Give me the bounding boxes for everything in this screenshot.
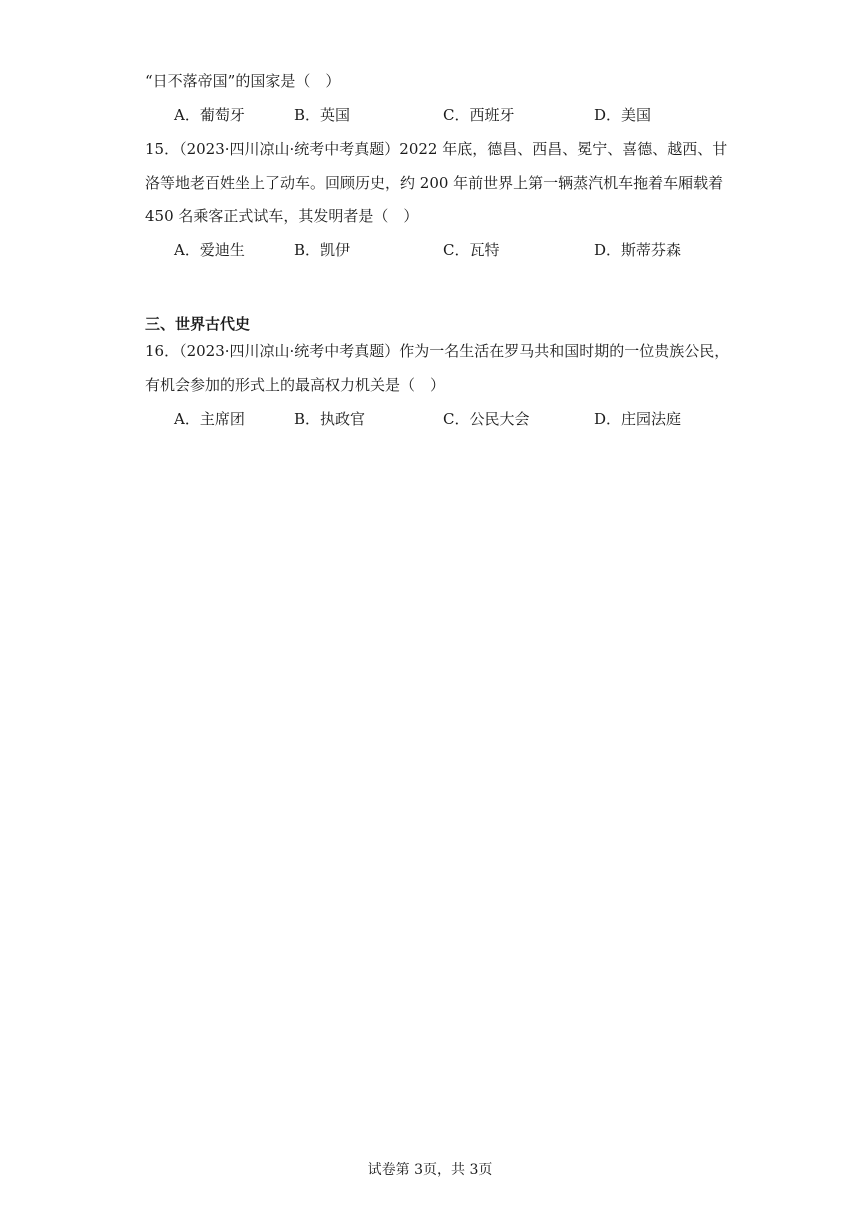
q15-stem-line-2: 洛等地老百姓坐上了动车。回顾历史，约 200 年前世界上第一辆蒸汽机车拖着车厢载着 [145, 174, 724, 192]
q16-option-d: D．庄园法庭 [594, 410, 682, 428]
page-footer: 试卷第 3页，共 3页 [367, 1162, 493, 1178]
q14-option-b: B．英国 [294, 106, 351, 124]
q16-option-a: A．主席团 [174, 410, 245, 428]
q14-stem-tail: “日不落帝国”的国家是（ ） [145, 72, 341, 90]
q16-option-b: B．执政官 [294, 410, 366, 428]
q16-option-c: C．公民大会 [443, 410, 530, 428]
q16-stem-line-2: 有机会参加的形式上的最高权力机关是（ ） [145, 376, 446, 394]
q15-option-a: A．爱迪生 [174, 241, 245, 259]
q15-option-c: C．瓦特 [443, 241, 500, 259]
q14-option-d: D．美国 [594, 106, 652, 124]
q15-stem-line-1: 15．（2023·四川凉山·统考中考真题）2022 年底，德昌、西昌、冕宁、喜德、越西、甘 [145, 140, 728, 158]
q14-option-a: A．葡萄牙 [174, 106, 245, 124]
q16-stem-line-1: 16．（2023·四川凉山·统考中考真题）作为一名生活在罗马共和国时期的一位贵族公民， [145, 342, 730, 360]
q15-option-b: B．凯伊 [294, 241, 351, 259]
q15-option-d: D．斯蒂芬森 [594, 241, 682, 259]
q15-stem-line-3: 450 名乘客正式试车，其发明者是（ ） [145, 207, 419, 225]
q14-option-c: C．西班牙 [443, 106, 515, 124]
section-heading: 三、世界古代史 [145, 315, 251, 333]
